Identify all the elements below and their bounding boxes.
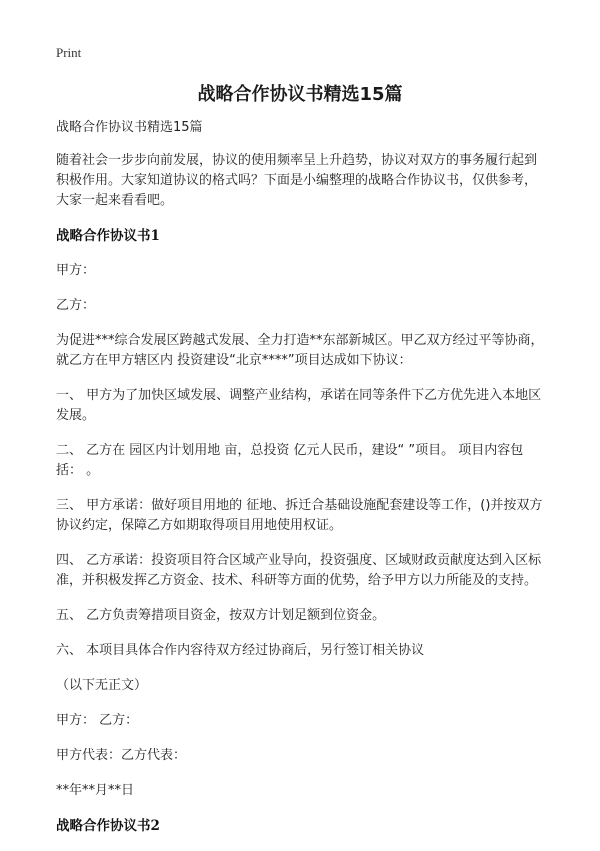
clause-item: 四、 乙方承诺：投资项目符合区域产业导向，投资强度、区域财政贡献度达到入区标准，并积极发挥乙方资金、技术、科研等方面的优势，给予甲方以力所能及的支持。 <box>56 553 542 588</box>
date-line: **年**月**日 <box>56 783 135 798</box>
clause-item: 六、 本项目具体合作内容待双方经过协商后，另行签订相关协议 <box>56 643 425 658</box>
representatives-line: 甲方代表：乙方代表： <box>56 748 187 763</box>
section-heading: 战略合作协议书1 <box>56 228 160 244</box>
clause-item: 五、 乙方负责筹措项目资金，按双方计划足额到位资金。 <box>56 608 386 623</box>
preamble-paragraph: 为促进***综合发展区跨越式发展、全力打造**东部新城区。甲乙双方经过平等协商，就乙方在甲方辖区内 投资建设“北京****”项目达成如下协议： <box>56 333 544 368</box>
clause-item: 二、 乙方在 园区内计划用地 亩，总投资 亿元人民币，建设“ ”项目。 项目内容包括： 。 <box>56 443 524 478</box>
document-title: 战略合作协议书精选15篇 <box>197 84 403 105</box>
document-body <box>56 118 544 851</box>
clause-item: 三、 甲方承诺：做好项目用地的 征地、拆迁合基础设施配套建设等工作，()并按双方协议约定，保障乙方如期取得项目用地使用权证。 <box>56 498 543 533</box>
intro-paragraph: 随着社会一步步向前发展，协议的使用频率呈上升趋势，协议对双方的事务履行起到积极作用。大家知道协议的格式吗？下面是小编整理的战略合作协议书，仅供参考，大家一起来看看吧。 <box>56 153 538 208</box>
closing-note: （以下无正文） <box>56 678 148 693</box>
party-b-line: 乙方： <box>56 298 96 313</box>
signature-parties: 甲方： 乙方： <box>56 713 139 728</box>
print-link[interactable]: Print <box>56 45 82 60</box>
party-a-line: 甲方： <box>56 263 96 278</box>
section-heading: 战略合作协议书2 <box>56 818 160 834</box>
clause-item: 一、 甲方为了加快区域发展、调整产业结构，承诺在同等条件下乙方优先进入本地区发展。 <box>56 388 542 423</box>
document-subtitle: 战略合作协议书精选15篇 <box>56 120 203 135</box>
